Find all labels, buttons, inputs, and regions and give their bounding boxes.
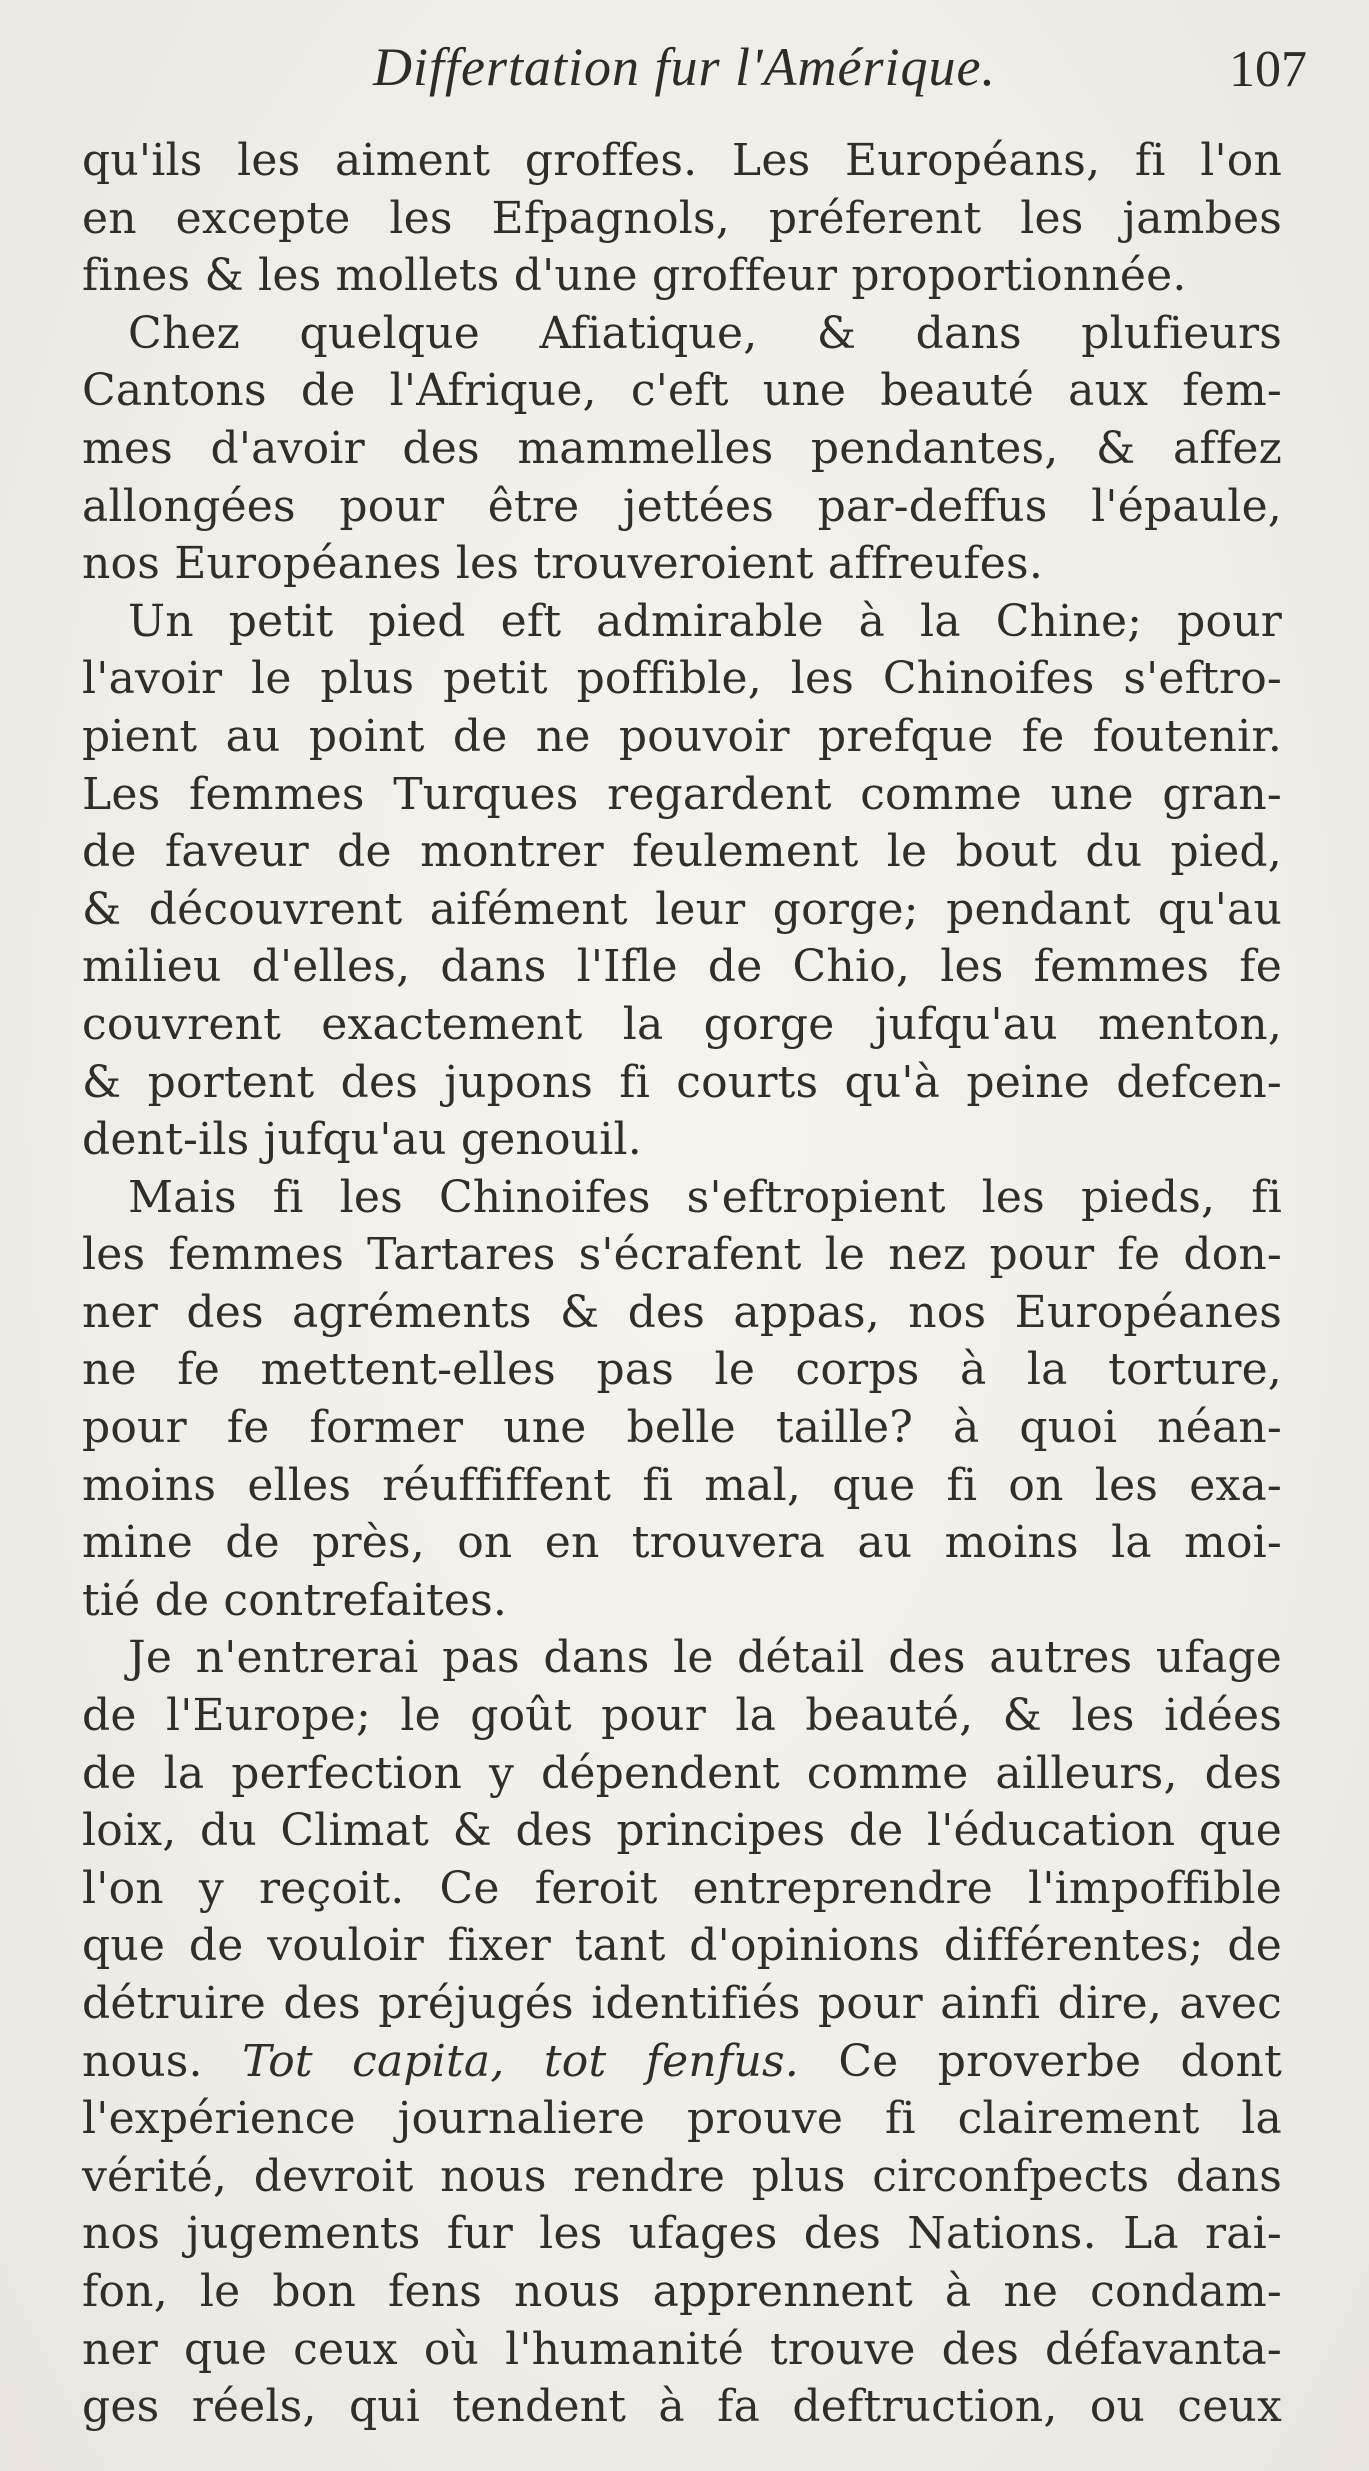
page-number: 107 [1229, 41, 1307, 98]
text-line-with-quote [82, 2033, 1282, 2091]
body-text [82, 132, 1282, 2436]
text-line: ner des agréments & des appas, nos Européanes [82, 1286, 1282, 1338]
text-line: Les femmes Turques regardent comme une gran- [82, 768, 1282, 820]
text-line: de la perfection y dépendent comme ailleurs, des [82, 1747, 1282, 1799]
text-line: tié de contrefaites. [82, 1574, 508, 1626]
text-segment: nous. [82, 2035, 203, 2087]
text-line: de faveur de montrer feulement le bout du pied, [82, 826, 1282, 878]
text-line: Cantons de l'Afrique, c'eft une beauté aux fem- [82, 365, 1282, 417]
text-line: qu'ils les aiment groffes. Les Européans, fi l'on [82, 135, 1282, 186]
text-line: & découvrent aifément leur gorge; pendant qu'au [82, 883, 1282, 935]
text-line: que de vouloir fixer tant d'opinions différentes; de [82, 1920, 1282, 1972]
text-line: ges réels, qui tendent à fa deftruction, ou ceux [82, 2381, 1282, 2433]
page-header [0, 36, 1369, 116]
text-line: loix, du Climat & des principes de l'éducation que [82, 1805, 1282, 1857]
text-line: détruire des préjugés identifiés pour ainfi dire, avec [82, 1978, 1282, 2029]
text-line: l'avoir le plus petit poffible, les Chinoifes s'eftro- [82, 653, 1282, 705]
text-line: couvrent exactement la gorge jufqu'au menton, [82, 998, 1282, 1050]
text-line: fon, le bon fens nous apprennent à ne condam- [82, 2265, 1282, 2317]
text-line: Mais fi les Chinoifes s'eftropient les pieds, fi [128, 1171, 1282, 1223]
text-line: nos jugements fur les ufages des Nations. La rai- [82, 2208, 1282, 2260]
latin-proverb: Tot capita, tot fenfus. [242, 2035, 799, 2087]
text-segment: Ce proverbe dont [838, 2035, 1283, 2087]
text-line: vérité, devroit nous rendre plus circonfpects dans [82, 2150, 1282, 2202]
text-line: de l'Europe; le goût pour la beauté, & les idées [82, 1690, 1282, 1742]
text-line: ne fe mettent-elles pas le corps à la torture, [82, 1344, 1282, 1396]
text-line: l'on y reçoit. Ce feroit entreprendre l'impoffible [82, 1862, 1282, 1914]
text-line: milieu d'elles, dans l'Ifle de Chio, les femmes fe [82, 941, 1282, 993]
text-line: moins elles réuffiffent fi mal, que fi on les exa- [82, 1459, 1282, 1511]
text-line: les femmes Tartares s'écrafent le nez pour fe don- [82, 1229, 1282, 1281]
text-line: mine de près, on en trouvera au moins la moi- [82, 1517, 1282, 1569]
text-line: & portent des jupons fi courts qu'à peine defcen- [82, 1056, 1282, 1108]
text-line: l'expérience journaliere prouve fi clairement la [82, 2093, 1282, 2145]
text-line: pient au point de ne pouvoir prefque fe foutenir. [82, 710, 1282, 762]
text-line: nos Européanes les trouveroient affreufes. [82, 538, 1044, 590]
text-line: fines & les mollets d'une groffeur proportionnée. [82, 250, 1187, 302]
text-line: Chez quelque Afiatique, & dans plufieurs [128, 307, 1282, 359]
text-line: Je n'entrerai pas dans le détail des autres ufage [128, 1632, 1282, 1684]
text-line: pour fe former une belle taille? à quoi néan- [82, 1402, 1282, 1454]
text-line: dent-ils jufqu'au genouil. [82, 1114, 642, 1166]
text-line: ner que ceux où l'humanité trouve des défavanta- [82, 2323, 1282, 2375]
running-title: Differtation fur l'Amérique. [372, 37, 996, 97]
text-line: allongées pour être jettées par-deffus l'épaule, [82, 480, 1282, 532]
text-line: en excepte les Efpagnols, préferent les jambes [82, 192, 1282, 244]
text-line: Un petit pied eft admirable à la Chine; pour [128, 595, 1282, 647]
text-line: mes d'avoir des mammelles pendantes, & affez [82, 422, 1282, 474]
